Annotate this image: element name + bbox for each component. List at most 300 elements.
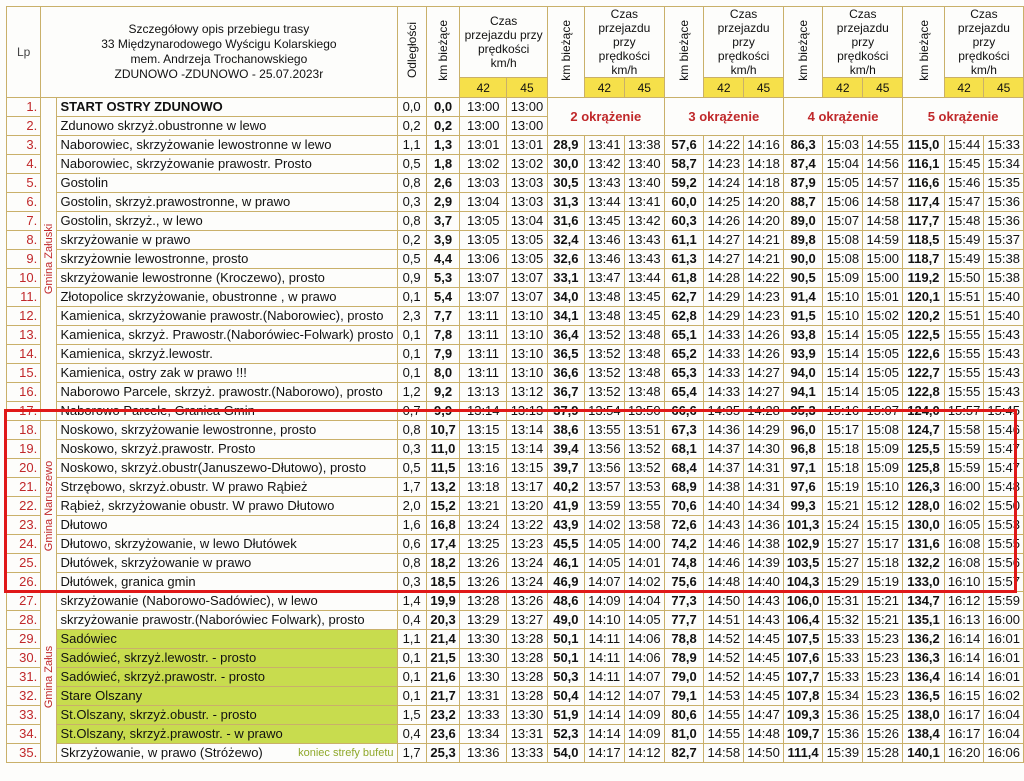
row-number: 12.	[7, 307, 41, 326]
time-42-lap4: 15:36	[823, 706, 863, 725]
table-row	[7, 592, 1024, 611]
time-45-lap4: 15:18	[863, 554, 903, 573]
time-42-lap2: 13:48	[584, 288, 624, 307]
time-42-lap2: 14:14	[584, 706, 624, 725]
speed-45-5: 45	[984, 78, 1024, 98]
route-point-description: START OSTRY ZDUNOWO	[57, 98, 397, 117]
time-45-lap4: 15:23	[863, 649, 903, 668]
table-row	[7, 630, 1024, 649]
km-cell-lap3: 68,9	[664, 478, 704, 497]
km-cell-lap5: 136,5	[903, 687, 945, 706]
speed-45-2: 45	[624, 78, 664, 98]
time-45-lap5: 15:35	[984, 174, 1024, 193]
km-cell-lap2: 51,9	[547, 706, 584, 725]
distance-cell: 0,1	[397, 345, 426, 364]
time-45-lap4: 15:09	[863, 459, 903, 478]
km-cell-lap5: 138,4	[903, 725, 945, 744]
time-45-lap1: 13:26	[507, 592, 548, 611]
time-42-lap4: 15:08	[823, 231, 863, 250]
time-42-lap2: 13:59	[584, 497, 624, 516]
time-42-lap1: 13:28	[460, 592, 507, 611]
time-42-lap2: 13:54	[584, 402, 624, 421]
time-45-lap5: 15:53	[984, 516, 1024, 535]
km-cell-lap2: 36,7	[547, 383, 584, 402]
table-row	[7, 649, 1024, 668]
time-42-lap1: 13:31	[460, 687, 507, 706]
row-number: 22.	[7, 497, 41, 516]
time-45-lap1: 13:14	[507, 440, 548, 459]
km-cell-lap1: 0,0	[426, 98, 460, 117]
route-point-description: Kamienica, skrzyż.lewostr.	[57, 345, 397, 364]
route-point-description: Sadówieć, skrzyż.prawostr. - prosto	[57, 668, 397, 687]
km-cell-lap3: 65,3	[664, 364, 704, 383]
time-42-lap1: 13:18	[460, 478, 507, 497]
time-45-lap4: 14:58	[863, 212, 903, 231]
km-cell-lap5: 125,8	[903, 459, 945, 478]
time-42-lap4: 15:33	[823, 630, 863, 649]
distance-cell: 0,5	[397, 155, 426, 174]
km-cell-lap2: 32,6	[547, 250, 584, 269]
time-45-lap1: 13:12	[507, 383, 548, 402]
time-42-lap2: 13:46	[584, 231, 624, 250]
km-cell-lap2: 50,3	[547, 668, 584, 687]
row-number: 7.	[7, 212, 41, 231]
time-42-lap5: 16:14	[944, 668, 984, 687]
km-cell-lap1: 8,0	[426, 364, 460, 383]
time-45-lap2: 13:52	[624, 440, 664, 459]
km-cell-lap3: 70,6	[664, 497, 704, 516]
time-45-lap2: 13:42	[624, 212, 664, 231]
time-45-lap1: 13:03	[507, 193, 548, 212]
time-42-lap3: 14:28	[704, 269, 744, 288]
km-cell-lap3: 58,7	[664, 155, 704, 174]
distance-cell: 1,6	[397, 516, 426, 535]
table-row	[7, 307, 1024, 326]
km-cell-lap3: 68,4	[664, 459, 704, 478]
time-42-lap2: 14:12	[584, 687, 624, 706]
table-row	[7, 421, 1024, 440]
km-cell-lap3: 74,8	[664, 554, 704, 573]
time-45-lap2: 14:12	[624, 744, 664, 763]
route-point-description	[57, 744, 397, 763]
table-row	[7, 345, 1024, 364]
time-45-lap1: 13:10	[507, 326, 548, 345]
time-45-lap5: 16:02	[984, 687, 1024, 706]
time-42-lap3: 14:48	[704, 573, 744, 592]
time-42-lap3: 14:43	[704, 516, 744, 535]
table-row	[7, 706, 1024, 725]
row-number: 1.	[7, 98, 41, 117]
speed-45-3: 45	[744, 78, 784, 98]
km-cell-lap1: 2,9	[426, 193, 460, 212]
time-45-lap4: 15:26	[863, 725, 903, 744]
row-number: 4.	[7, 155, 41, 174]
time-45-lap4: 15:21	[863, 592, 903, 611]
time-45-lap2: 13:48	[624, 345, 664, 364]
time-42-lap3: 14:46	[704, 535, 744, 554]
time-42-lap3: 14:27	[704, 231, 744, 250]
header-czas-1: Czas przejazdu przy prędkości km/h	[460, 7, 547, 78]
time-42-lap4: 15:29	[823, 573, 863, 592]
time-45-lap4: 15:09	[863, 440, 903, 459]
km-cell-lap2: 38,6	[547, 421, 584, 440]
time-42-lap1: 13:24	[460, 516, 507, 535]
row-number: 2.	[7, 117, 41, 136]
time-42-lap4: 15:19	[823, 478, 863, 497]
time-45-lap3: 14:45	[744, 668, 784, 687]
time-42-lap2: 14:17	[584, 744, 624, 763]
time-45-lap5: 16:01	[984, 630, 1024, 649]
time-42-lap3: 14:37	[704, 440, 744, 459]
time-45-lap3: 14:48	[744, 725, 784, 744]
time-45-lap3: 14:30	[744, 440, 784, 459]
km-cell-lap1: 3,9	[426, 231, 460, 250]
time-42-lap2: 13:57	[584, 478, 624, 497]
time-42-lap2: 13:55	[584, 421, 624, 440]
route-point-description: Strzębowo, skrzyż.obustr. W prawo Rąbież	[57, 478, 397, 497]
km-cell-lap1: 2,6	[426, 174, 460, 193]
time-45-lap4: 15:00	[863, 250, 903, 269]
row-number: 33.	[7, 706, 41, 725]
time-45-lap2: 14:01	[624, 554, 664, 573]
table-row	[7, 725, 1024, 744]
time-42-lap1: 13:30	[460, 649, 507, 668]
time-42-lap5: 15:49	[944, 250, 984, 269]
km-cell-lap1: 0,2	[426, 117, 460, 136]
time-42-lap4: 15:24	[823, 516, 863, 535]
table-row	[7, 440, 1024, 459]
time-42-lap4: 15:09	[823, 269, 863, 288]
time-42-lap5: 15:49	[944, 231, 984, 250]
time-45-lap4: 14:58	[863, 193, 903, 212]
time-45-lap5: 15:55	[984, 535, 1024, 554]
row-number: 25.	[7, 554, 41, 573]
time-42-lap4: 15:17	[823, 421, 863, 440]
time-42-lap5: 15:59	[944, 440, 984, 459]
km-cell-lap3: 82,7	[664, 744, 704, 763]
time-45-lap2: 14:05	[624, 611, 664, 630]
time-42-lap1: 13:34	[460, 725, 507, 744]
km-cell-lap4: 86,3	[783, 136, 823, 155]
km-cell-lap2: 32,4	[547, 231, 584, 250]
distance-cell: 1,7	[397, 478, 426, 497]
route-point-description: Zdunowo skrzyż.obustronne w lewo	[57, 117, 397, 136]
km-cell-lap1: 5,4	[426, 288, 460, 307]
km-cell-lap2: 31,6	[547, 212, 584, 231]
time-42-lap4: 15:14	[823, 326, 863, 345]
time-42-lap2: 14:07	[584, 573, 624, 592]
time-45-lap5: 15:47	[984, 440, 1024, 459]
time-42-lap1: 13:36	[460, 744, 507, 763]
time-42-lap3: 14:22	[704, 136, 744, 155]
time-45-lap2: 13:51	[624, 421, 664, 440]
route-point-description: Rąbież, skrzyżowanie obustr. W prawo Dłutowo	[57, 497, 397, 516]
time-42-lap3: 14:52	[704, 668, 744, 687]
time-42-lap2: 13:42	[584, 155, 624, 174]
time-42-lap4: 15:08	[823, 250, 863, 269]
time-42-lap5: 16:12	[944, 592, 984, 611]
km-cell-lap2: 36,6	[547, 364, 584, 383]
time-45-lap3: 14:20	[744, 193, 784, 212]
time-45-lap2: 13:50	[624, 402, 664, 421]
km-cell-lap4: 111,4	[783, 744, 823, 763]
time-42-lap3: 14:27	[704, 250, 744, 269]
time-45-lap3: 14:20	[744, 212, 784, 231]
header-czas-5: Czas przejazdu przy prędkości km/h	[944, 7, 1023, 78]
km-cell-lap1: 21,4	[426, 630, 460, 649]
table-row	[7, 136, 1024, 155]
km-cell-lap4: 101,3	[783, 516, 823, 535]
time-42-lap5: 15:48	[944, 212, 984, 231]
time-45-lap4: 14:59	[863, 231, 903, 250]
time-42-lap3: 14:29	[704, 288, 744, 307]
time-45-lap1: 13:13	[507, 402, 548, 421]
time-42-lap3: 14:26	[704, 212, 744, 231]
time-42-lap1: 13:02	[460, 155, 507, 174]
speed-45-4: 45	[863, 78, 903, 98]
time-45-lap5: 15:56	[984, 554, 1024, 573]
time-45-lap3: 14:23	[744, 307, 784, 326]
km-cell-lap2: 34,1	[547, 307, 584, 326]
table-row	[7, 611, 1024, 630]
km-cell-lap1: 1,3	[426, 136, 460, 155]
route-point-description: Dłutowo, skrzyżowanie, w lewo Dłutówek	[57, 535, 397, 554]
time-45-lap5: 15:36	[984, 212, 1024, 231]
km-cell-lap2: 28,9	[547, 136, 584, 155]
row-number: 21.	[7, 478, 41, 497]
km-cell-lap3: 68,1	[664, 440, 704, 459]
time-45-lap5: 15:43	[984, 364, 1024, 383]
km-cell-lap1: 19,9	[426, 592, 460, 611]
route-point-description: skrzyżowanie (Naborowo-Sadówiec), w lewo	[57, 592, 397, 611]
route-point-description: skrzyżowanie lewostronne (Kroczewo), prosto	[57, 269, 397, 288]
time-45-lap1: 13:14	[507, 421, 548, 440]
route-point-description: Sadówieć, skrzyż.lewostr. - prosto	[57, 649, 397, 668]
km-cell-lap2: 46,1	[547, 554, 584, 573]
lap-title-3: 3 okrążenie	[664, 98, 783, 136]
time-45-lap1: 13:01	[507, 136, 548, 155]
distance-cell: 1,1	[397, 136, 426, 155]
time-42-lap5: 16:15	[944, 687, 984, 706]
time-42-lap4: 15:33	[823, 668, 863, 687]
distance-cell: 1,5	[397, 706, 426, 725]
time-45-lap5: 15:46	[984, 421, 1024, 440]
time-45-lap1: 13:24	[507, 573, 548, 592]
time-45-lap2: 13:48	[624, 383, 664, 402]
km-cell-lap1: 15,2	[426, 497, 460, 516]
time-42-lap2: 13:43	[584, 174, 624, 193]
time-45-lap2: 14:06	[624, 649, 664, 668]
route-point-description: Naborowiec, skrzyżowanie lewostronne w lewo	[57, 136, 397, 155]
km-cell-lap3: 72,6	[664, 516, 704, 535]
distance-cell: 0,0	[397, 98, 426, 117]
time-45-lap2: 13:43	[624, 250, 664, 269]
route-point-description: Kamienica, ostry zak w prawo !!!	[57, 364, 397, 383]
km-cell-lap4: 95,3	[783, 402, 823, 421]
distance-cell: 0,8	[397, 554, 426, 573]
km-cell-lap5: 117,4	[903, 193, 945, 212]
time-45-lap2: 14:04	[624, 592, 664, 611]
time-45-lap1: 13:15	[507, 459, 548, 478]
km-cell-lap5: 136,2	[903, 630, 945, 649]
km-cell-lap1: 17,4	[426, 535, 460, 554]
km-cell-lap2: 41,9	[547, 497, 584, 516]
time-42-lap2: 14:10	[584, 611, 624, 630]
time-45-lap2: 13:40	[624, 155, 664, 174]
distance-cell: 0,5	[397, 250, 426, 269]
km-cell-lap1: 13,2	[426, 478, 460, 497]
time-45-lap2: 13:44	[624, 269, 664, 288]
route-point-description: Sadówiec	[57, 630, 397, 649]
distance-cell: 0,3	[397, 573, 426, 592]
km-cell-lap3: 79,1	[664, 687, 704, 706]
km-cell-lap2: 49,0	[547, 611, 584, 630]
time-45-lap1: 13:10	[507, 345, 548, 364]
document-title: Szczegółowy opis przebiegu trasy 33 Międzynarodowego Wyścigu Kolarskiego mem. Andrzeja Trochanowskiego ZDUNOWO -ZDUNOWO - 25.07.2023r	[41, 7, 397, 98]
time-45-lap4: 15:21	[863, 611, 903, 630]
km-cell-lap3: 61,3	[664, 250, 704, 269]
time-45-lap1: 13:17	[507, 478, 548, 497]
km-cell-lap4: 107,7	[783, 668, 823, 687]
row-number: 31.	[7, 668, 41, 687]
time-42-lap2: 14:11	[584, 630, 624, 649]
km-cell-lap4: 109,7	[783, 725, 823, 744]
time-42-lap5: 16:00	[944, 478, 984, 497]
km-cell-lap3: 65,4	[664, 383, 704, 402]
time-45-lap1: 13:05	[507, 250, 548, 269]
time-42-lap2: 14:09	[584, 592, 624, 611]
km-cell-lap2: 39,4	[547, 440, 584, 459]
time-42-lap2: 13:56	[584, 440, 624, 459]
route-point-description: Gostolin	[57, 174, 397, 193]
time-45-lap2: 14:09	[624, 725, 664, 744]
km-cell-lap4: 96,8	[783, 440, 823, 459]
table-row	[7, 402, 1024, 421]
km-cell-lap2: 36,5	[547, 345, 584, 364]
time-45-lap2: 13:48	[624, 364, 664, 383]
row-number: 19.	[7, 440, 41, 459]
time-45-lap5: 16:04	[984, 725, 1024, 744]
time-42-lap2: 13:52	[584, 364, 624, 383]
km-cell-lap5: 128,0	[903, 497, 945, 516]
km-cell-lap1: 4,4	[426, 250, 460, 269]
time-45-lap1: 13:23	[507, 535, 548, 554]
time-42-lap1: 13:25	[460, 535, 507, 554]
speed-42-3: 42	[704, 78, 744, 98]
time-42-lap5: 15:47	[944, 193, 984, 212]
time-45-lap4: 15:15	[863, 516, 903, 535]
km-cell-lap3: 81,0	[664, 725, 704, 744]
time-45-lap1: 13:10	[507, 364, 548, 383]
lap-title-4: 4 okrążenie	[783, 98, 902, 136]
route-point-description: Noskowo, skrzyż.obustr(Januszewo-Dłutowo), prosto	[57, 459, 397, 478]
km-cell-lap5: 116,1	[903, 155, 945, 174]
time-45-lap5: 15:43	[984, 383, 1024, 402]
time-45-lap4: 15:23	[863, 668, 903, 687]
route-point-description: Gostolin, skrzyż., w lewo	[57, 212, 397, 231]
time-42-lap3: 14:55	[704, 706, 744, 725]
time-42-lap3: 14:50	[704, 592, 744, 611]
km-cell-lap2: 30,0	[547, 155, 584, 174]
km-cell-lap2: 43,9	[547, 516, 584, 535]
time-42-lap5: 16:10	[944, 573, 984, 592]
time-45-lap5: 15:43	[984, 345, 1024, 364]
route-point-description: Dłutówek, skrzyżowanie w prawo	[57, 554, 397, 573]
speed-42-2: 42	[584, 78, 624, 98]
km-cell-lap2: 33,1	[547, 269, 584, 288]
time-42-lap5: 15:55	[944, 326, 984, 345]
time-45-lap5: 15:59	[984, 592, 1024, 611]
time-42-lap4: 15:05	[823, 174, 863, 193]
km-cell-lap4: 90,5	[783, 269, 823, 288]
time-42-lap4: 15:04	[823, 155, 863, 174]
distance-cell: 0,1	[397, 687, 426, 706]
km-cell-lap5: 135,1	[903, 611, 945, 630]
time-42-lap1: 13:26	[460, 554, 507, 573]
time-45-lap1: 13:31	[507, 725, 548, 744]
km-cell-lap3: 57,6	[664, 136, 704, 155]
speed-42-5: 42	[944, 78, 984, 98]
km-cell-lap4: 91,4	[783, 288, 823, 307]
time-42-lap1: 13:05	[460, 212, 507, 231]
time-42-lap3: 14:33	[704, 345, 744, 364]
time-45-lap4: 15:02	[863, 307, 903, 326]
time-42-lap5: 15:51	[944, 288, 984, 307]
time-42-lap3: 14:33	[704, 364, 744, 383]
km-cell-lap2: 50,1	[547, 649, 584, 668]
time-42-lap3: 14:24	[704, 174, 744, 193]
time-42-lap3: 14:33	[704, 383, 744, 402]
time-45-lap3: 14:43	[744, 592, 784, 611]
distance-cell: 2,3	[397, 307, 426, 326]
time-45-lap4: 15:12	[863, 497, 903, 516]
time-42-lap3: 14:36	[704, 421, 744, 440]
time-42-lap5: 16:20	[944, 744, 984, 763]
time-45-lap4: 15:25	[863, 706, 903, 725]
time-45-lap3: 14:36	[744, 516, 784, 535]
km-cell-lap5: 117,7	[903, 212, 945, 231]
distance-cell: 1,2	[397, 383, 426, 402]
row-number: 16.	[7, 383, 41, 402]
time-45-lap1: 13:07	[507, 288, 548, 307]
row-number: 17.	[7, 402, 41, 421]
km-cell-lap4: 97,6	[783, 478, 823, 497]
time-42-lap3: 14:55	[704, 725, 744, 744]
time-42-lap1: 13:30	[460, 630, 507, 649]
distance-cell: 2,0	[397, 497, 426, 516]
route-point-description: Złotopolice skrzyżowanie, obustronne , w prawo	[57, 288, 397, 307]
time-42-lap2: 13:46	[584, 250, 624, 269]
distance-cell: 0,9	[397, 269, 426, 288]
time-45-lap3: 14:45	[744, 649, 784, 668]
km-cell-lap3: 74,2	[664, 535, 704, 554]
time-45-lap2: 13:41	[624, 193, 664, 212]
time-42-lap4: 15:33	[823, 649, 863, 668]
time-42-lap5: 15:55	[944, 364, 984, 383]
time-45-lap1: 13:28	[507, 630, 548, 649]
gmina-label: Gmina Załuski	[41, 98, 57, 421]
time-45-lap3: 14:45	[744, 630, 784, 649]
route-point-description: Naborowiec, skrzyżowanie prawostr. Prosto	[57, 155, 397, 174]
time-42-lap5: 16:05	[944, 516, 984, 535]
km-cell-lap5: 131,6	[903, 535, 945, 554]
row-number: 8.	[7, 231, 41, 250]
km-cell-lap4: 104,3	[783, 573, 823, 592]
time-42-lap3: 14:52	[704, 630, 744, 649]
km-cell-lap5: 138,0	[903, 706, 945, 725]
time-45-lap3: 14:45	[744, 687, 784, 706]
time-45-lap2: 14:07	[624, 687, 664, 706]
